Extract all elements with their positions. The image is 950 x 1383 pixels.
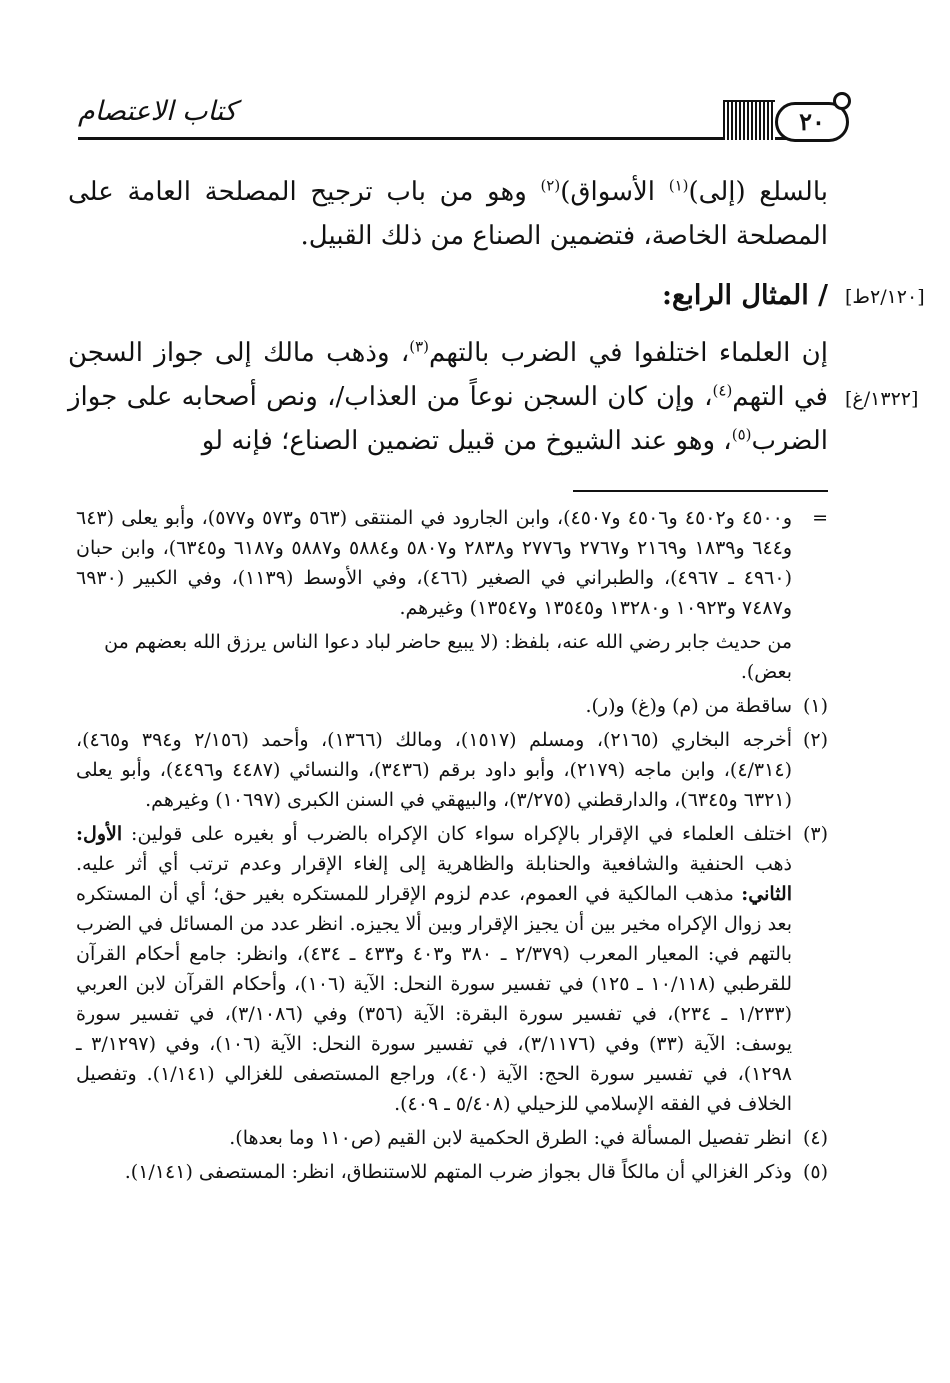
margin-note-edition-gh: [١٣٢٢/غ] [845,388,919,410]
footnote-text: ساقطة من (م) و(غ) و(ر). [585,695,792,717]
book-title: كتاب الاعتصام [78,96,237,127]
footnote-mark: (٢) [802,729,828,751]
margin-note-edition-t: [٢/١٢٠ط] [845,286,925,308]
footnote-mark: (٥) [802,1161,828,1183]
footnote-text: انظر تفصيل المسألة في: الطرق الحكمية لابن القيم (ص١١٠ وما بعدها). [229,1127,792,1149]
footnote-5 [76,1157,828,1187]
footnote-continuation [76,503,828,623]
footnote-1 [76,691,828,721]
hadith-text: من حديث جابر رضي الله عنه، بلفظ: (لا يبيع حاضر لباد دعوا الناس يرزق الله بعضهم من بعض). [104,631,792,683]
footnote-ref-4[interactable]: (٤) [712,381,733,400]
continuation-mark: = [812,507,828,529]
para1-text-a: بالسلع (إلى) [688,177,829,207]
page-number: ٢٠ [775,102,849,142]
footnote-3-part-b: ذهب الحنفية والشافعية والحنابلة والظاهرية إلى إلغاء الإقرار وعدم ترتب أي أثر عليه. [76,853,792,875]
para2-text-a: إن العلماء اختلفوا في الضرب بالتهم [429,338,828,368]
footnotes [76,503,828,1191]
footnote-3-part-c: مذهب المالكية في العموم، عدم لزوم الإقرار للمستكره بغير حق؛ أي أن المستكره بعد زوال الإكراه مخير بين أن يجيز الإقرار وبين ألا يجيزه. انظر عدد من المسائل في الضرب بالتهم في: المعيار المعرب (٢/٣٧٩ ـ ٣٨٠ و٤٠٣ و٤٣٣ ـ ٤٣٤)، وانظر: جامع أحكام القرآن للقرطبي (١٠/١١٨ ـ ١٢٥) في تفسير سورة النحل: الآية (١٠٦)، وأحكام القرآن لابن العربي (١/٢٣٣ ـ ٢٣٤)، في تفسير سورة البقرة: الآية (٣٥٦) وفي (٣/١٠٨٦)، في تفسير سورة يوسف: الآية (٣٣) وفي (٣/١١٧٦)، في تفسير سورة النحل: الآية (١٠٦)، وفي (٣/١٢٩٧ ـ ١٢٩٨)، في تفسير سورة الحج: الآية (٤٠)، وراجع المستصفى للغزالي (١/١٤١). وتفصيل الخلاف في الفقه الإسلامي للزحيلي (٥/٤٠٨ ـ ٤٠٩). [76,883,793,1115]
footnote-ref-1[interactable]: (١) [668,176,689,195]
para2-text-d: ، وهو عند الشيوخ من قبيل تضمين الصناع؛ فإنه لو [201,426,732,456]
header-ornament [723,100,775,140]
footnote-3 [76,819,828,1119]
footnote-ref-2[interactable]: (٢) [540,176,561,195]
footnote-ref-5[interactable]: (٥) [731,425,752,444]
para2-text-b: ، وذهب مالك إلى جواز السجن في التهم [68,338,828,412]
footnote-mark: (٣) [802,823,828,845]
footnote-3-part-a: اختلف العلماء في الإقرار بالإكراه سواء كان الإكراه بالضرب أو بغيره على قولين: [122,823,792,845]
para1-text-c: وهو من باب ترجيح المصلحة العامة على المصلحة الخاصة، فتضمين الصناع من ذلك القبيل. [68,177,828,251]
footnote-text: أخرجه البخاري (٢١٦٥)، ومسلم (١٥١٧)، ومالك (١٣٦٦)، وأحمد (٢/١٥٦ و٣٩٤ و٤٦٥)، (٤/٣١٤)، وابن ماجه (٢١٧٩)، وأبو داود برقم (٣٤٣٦)، والنسائي (٤٤٨٧ و٤٤٩٦)، وأبو يعلى (٦٣٢١ و٦٣٤٥)، والدارقطني (٣/٢٧٥)، والبيهقي في السنن الكبرى (١٠٦٩٧) وغيرهم. [76,729,793,811]
page-number-ornament [833,92,851,110]
para2-text-c: ، وإن كان السجن نوعاً من العذاب/، ونص أصحابه على جواز الضرب [68,382,828,456]
paragraph-1 [68,170,828,258]
page-header [78,86,830,146]
footnote-3-second-view-label: الثاني: [741,883,792,905]
header-rule [78,137,806,140]
footnote-mark: (٤) [802,1127,828,1149]
footnote-text [76,819,792,1119]
footnote-2 [76,725,828,815]
section-heading: / المثال الرابع: [662,280,828,311]
footnote-mark: (١) [802,695,828,717]
footnote-3-first-view-label: الأول: [76,823,123,845]
continuation-text: و٤٥٠٠ و٤٥٠٢ و٤٥٠٦ و٤٥٠٧)، وابن الجارود في المنتقى (٥٦٣ و٥٧٣ و٥٧٧)، وأبو يعلى (٦٤٣ و٦٤٤ و١٨٣٩ و٢١٦٩ و٢٧٦٧ و٢٧٧٦ و٢٨٣٨ و٥٨٠٧ و٥٨٨٤ و٥٨٨٧ و٦١٨٧ و٦٣٤٥)، وابن حبان (٤٩٦٠ ـ ٤٩٦٧)، والطبراني في الصغير (٤٦٦)، وفي الأوسط (١١٣٩)، وفي الكبير (٦٩٣٠ و٧٤٨٧ و١٠٩٢٣ و١٣٢٨٠ و١٣٥٤٥ و١٣٥٤٧) وغيرهم. [76,507,793,619]
footnote-separator [573,490,828,492]
footnote-4 [76,1123,828,1153]
para1-text-b: الأسواق) [560,177,669,207]
footnote-text: وذكر الغزالي أن مالكاً قال بجواز ضرب المتهم للاستنطاق، انظر: المستصفى (١/١٤١). [124,1161,792,1183]
footnote-ref-3[interactable]: (٣) [409,337,430,356]
paragraph-2 [68,331,828,463]
